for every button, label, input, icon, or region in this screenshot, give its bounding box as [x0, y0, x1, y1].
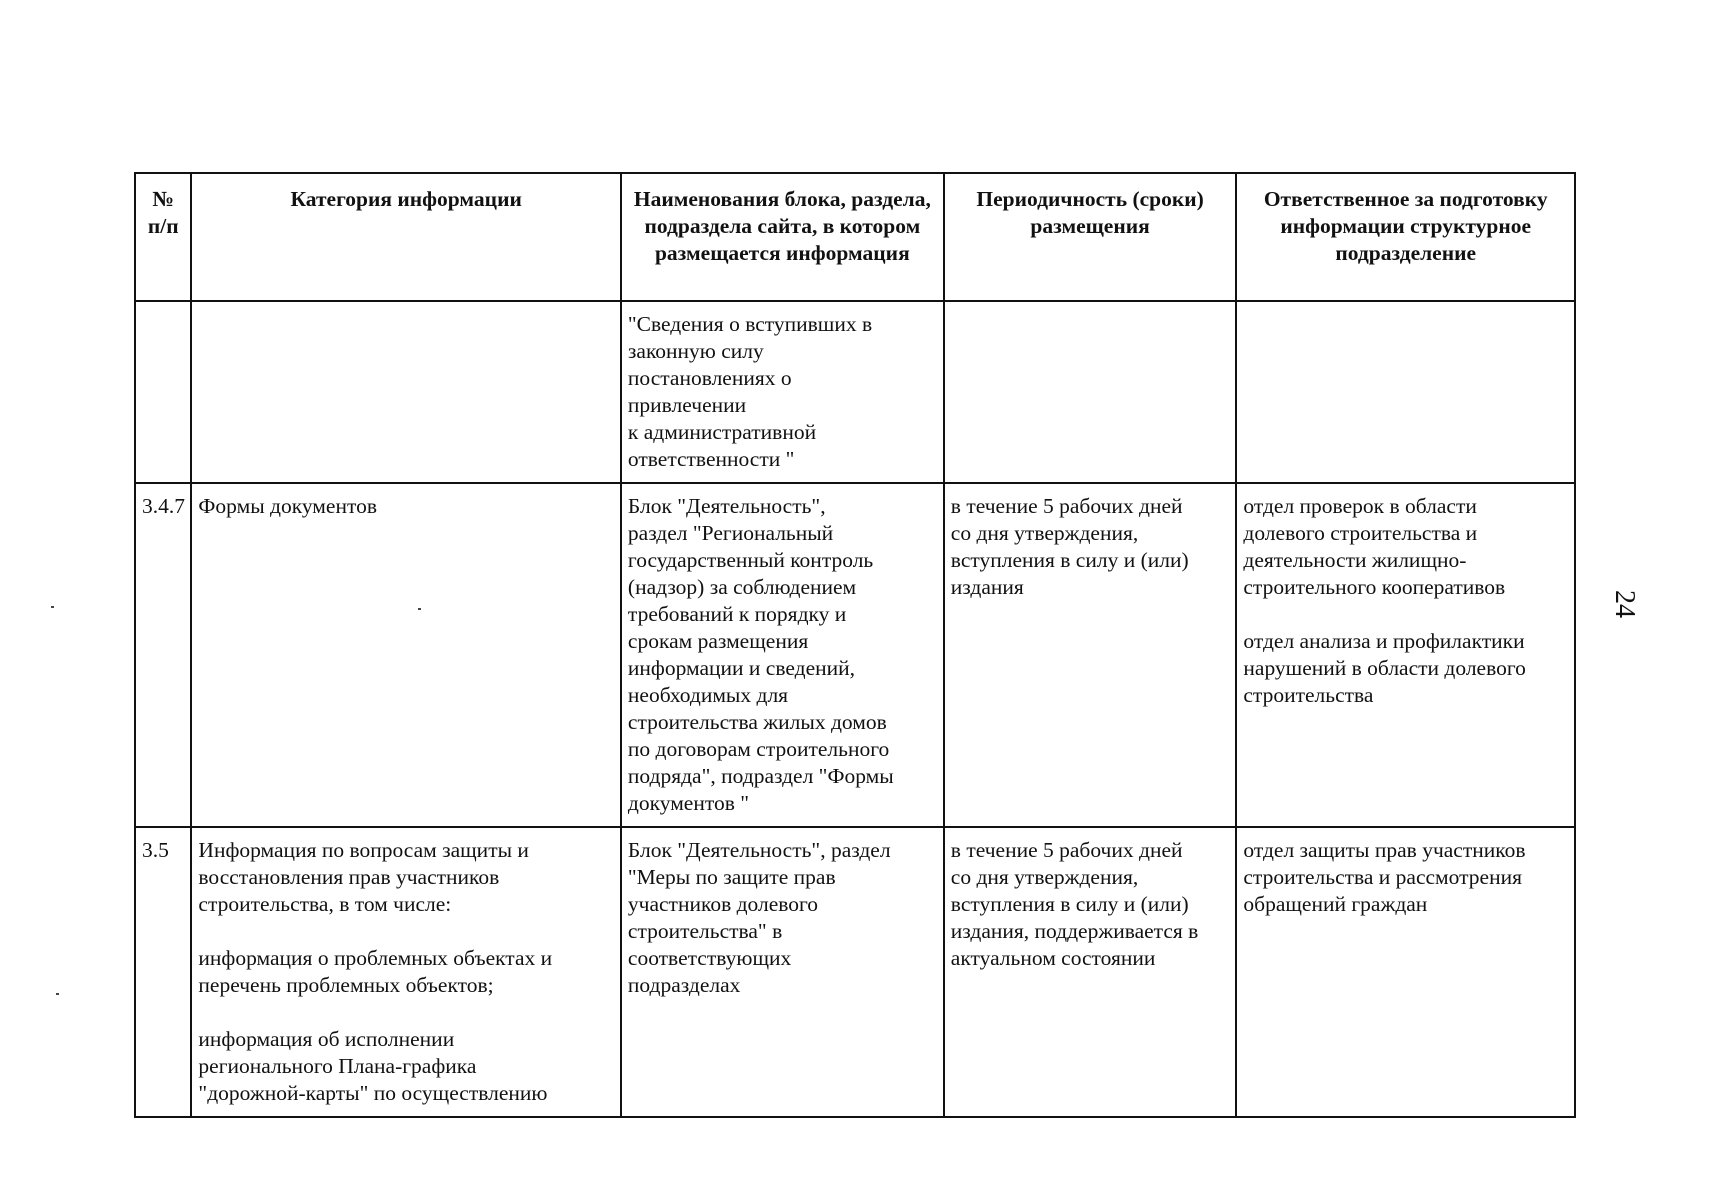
cell-category — [191, 827, 620, 1117]
category-text: информация о проблемных объектах и перечень проблемных объектов; — [198, 946, 553, 997]
cell-periodicity — [944, 301, 1237, 483]
scan-speck — [418, 608, 421, 610]
category-text: Информация по вопросам защиты и восстановления прав участников строительства, в том числе: — [198, 838, 529, 916]
cell-responsible — [1236, 827, 1575, 1117]
responsible-text: отдел защиты прав участников строительства и рассмотрения обращений граждан — [1243, 838, 1526, 916]
cell-category: Формы документов — [191, 483, 620, 827]
header-periodicity: Периодичность (сроки) размещения — [944, 173, 1237, 301]
table-header-row — [135, 173, 1575, 301]
scan-speck — [56, 993, 59, 995]
cell-periodicity: в течение 5 рабочих дней со дня утверждения, вступления в силу и (или) издания, поддерживается в актуальном состоянии — [944, 827, 1237, 1117]
cell-num: 3.4.7 — [135, 483, 191, 827]
table-row — [135, 301, 1575, 483]
cell-category — [191, 301, 620, 483]
cell-num: 3.5 — [135, 827, 191, 1117]
header-num: № п/п — [135, 173, 191, 301]
cell-section: Блок "Деятельность", раздел "Меры по защите прав участников долевого строительства" в соответствующих подразделах — [621, 827, 944, 1117]
responsible-text: отдел проверок в области долевого строительства и деятельности жилищно- строительного кооперативов — [1243, 494, 1506, 599]
scan-speck — [51, 606, 54, 608]
category-text: информация об исполнении регионального Плана-графика "дорожной-карты" по осуществлению — [198, 1027, 548, 1105]
cell-responsible — [1236, 483, 1575, 827]
cell-responsible — [1236, 301, 1575, 483]
header-responsible: Ответственное за подготовку информации структурное подразделение — [1236, 173, 1575, 301]
cell-periodicity: в течение 5 рабочих дней со дня утверждения, вступления в силу и (или) издания — [944, 483, 1237, 827]
cell-num — [135, 301, 191, 483]
page-number: 24 — [1609, 590, 1640, 618]
cell-section: "Сведения о вступивших в законную силу постановлениях о привлечении к административной ответственности " — [621, 301, 944, 483]
header-category: Категория информации — [191, 173, 620, 301]
table-row — [135, 827, 1575, 1117]
table-row — [135, 483, 1575, 827]
information-table — [134, 172, 1576, 1118]
responsible-text: отдел анализа и профилактики нарушений в области долевого строительства — [1243, 629, 1526, 707]
cell-section: Блок "Деятельность", раздел "Региональный государственный контроль (надзор) за соблюдением требований к порядку и срокам размещения информации и сведений, необходимых для строительства жилых домов по договорам строительного подряда", подраздел "Формы документов " — [621, 483, 944, 827]
header-section: Наименования блока, раздела, подраздела сайта, в котором размещается информация — [621, 173, 944, 301]
